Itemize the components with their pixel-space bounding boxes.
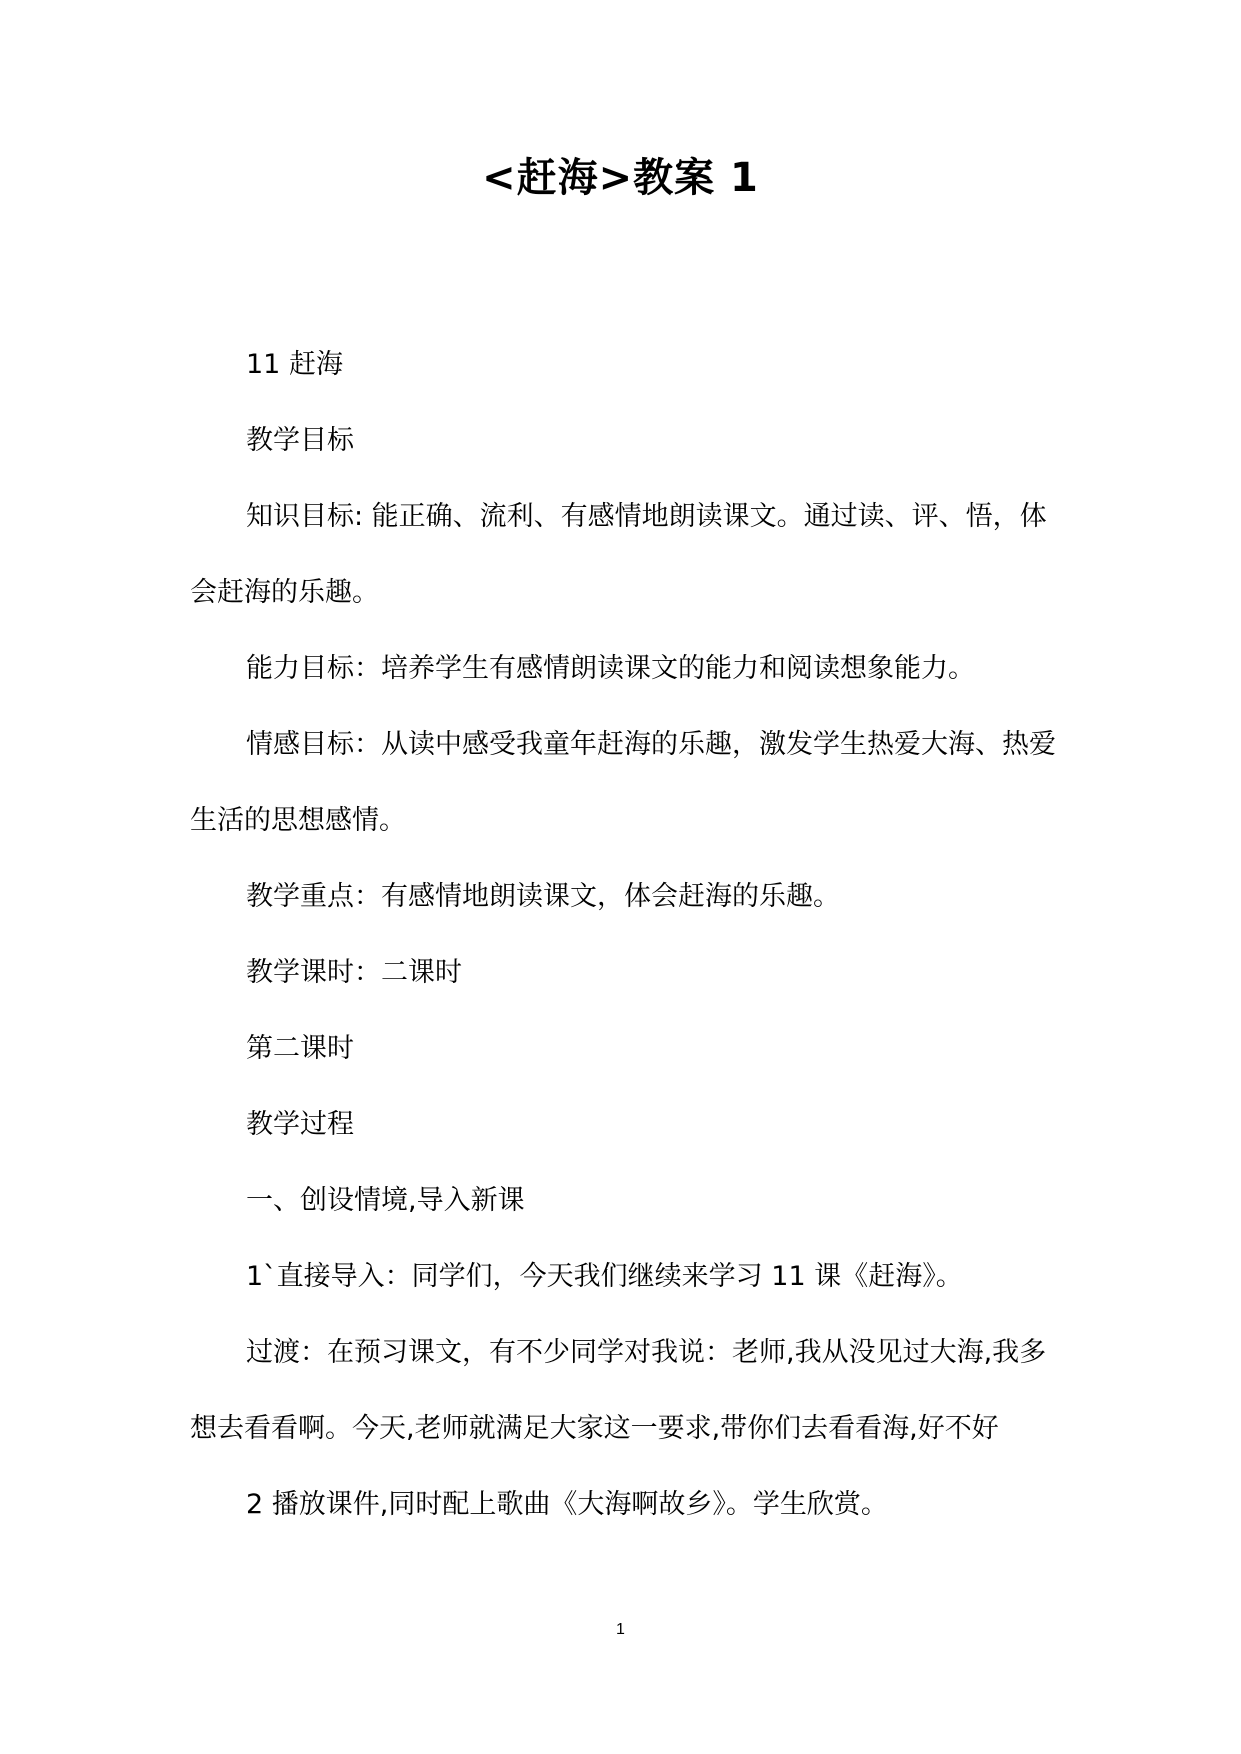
paragraph-transition: 过渡：在预习课文，有不少同学对我说：老师,我从没见过大海,我多想去看看啊。今天,老师就满足大家这一要求,带你们去看看海,好不好	[190, 1337, 1047, 1444]
section-heading-step-one: 一、创设情境,导入新课	[246, 1185, 525, 1216]
paragraph-direct-intro: 1`直接导入：同学们，今天我们继续来学习 11 课《赶海》。	[246, 1261, 963, 1292]
section-heading-second-period: 第二课时	[246, 1033, 354, 1064]
section-heading-teaching-goals: 教学目标	[246, 425, 354, 456]
paragraph-emotion-goal: 情感目标：从读中感受我童年赶海的乐趣，激发学生热爱大海、热爱生活的思想感情。	[190, 729, 1056, 836]
document-body	[190, 327, 1070, 1543]
paragraph-ability-goal: 能力目标：培养学生有感情朗读课文的能力和阅读想象能力。	[246, 653, 975, 684]
paragraph-play-courseware: 2 播放课件,同时配上歌曲《大海啊故乡》。学生欣赏。	[246, 1489, 888, 1520]
paragraph-teaching-focus: 教学重点：有感情地朗读课文，体会赶海的乐趣。	[246, 881, 840, 912]
lesson-heading: 11 赶海	[246, 349, 343, 380]
page-number: 1	[616, 1621, 625, 1638]
paragraph-knowledge-goal: 知识目标: 能正确、流利、有感情地朗读课文。通过读、评、悟，体会赶海的乐趣。	[190, 501, 1047, 608]
section-heading-teaching-process: 教学过程	[246, 1109, 354, 1140]
paragraph-class-hours: 教学课时：二课时	[246, 957, 462, 988]
document-title: <赶海>教案 1	[482, 155, 759, 201]
